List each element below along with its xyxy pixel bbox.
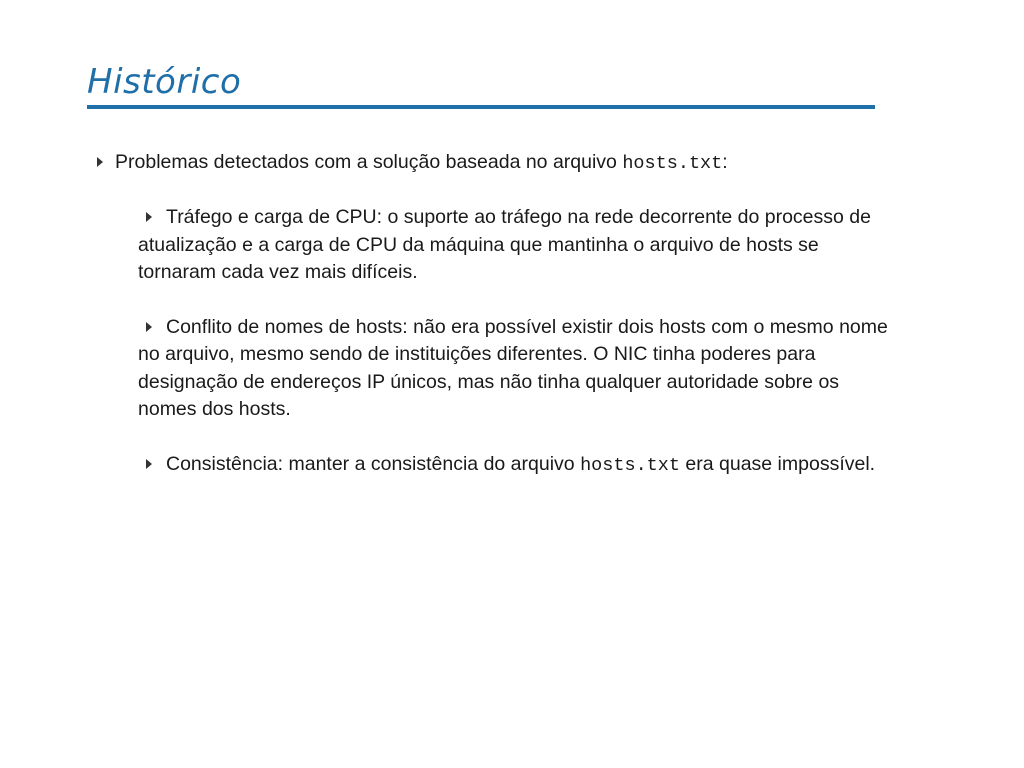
bullet-arrow-icon (97, 157, 103, 167)
bullet-arrow-icon (146, 459, 152, 469)
main-bullet-code: hosts.txt (622, 153, 723, 174)
slide-title: Histórico (87, 62, 242, 102)
sub-bullet-consistency (138, 451, 898, 480)
title-underline (87, 105, 875, 109)
sub-bullet-list (97, 204, 897, 479)
sub-bullet-conflict (138, 314, 898, 424)
sub-bullet-text: Tráfego e carga de CPU: o suporte ao tráfego na rede decorrente do processo de atualização e a carga de CPU da máquina que mantinha o arquivo de hosts se tornaram cada vez mais difíceis. (138, 206, 871, 283)
sub-bullet-text: Conflito de nomes de hosts: não era possível existir dois hosts com o mesmo nome no arquivo, mesmo sendo de instituições diferentes. O NIC tinha poderes para designação de endereços IP únicos, mas não tinha qualquer autoridade sobre os nomes dos hosts. (138, 315, 888, 420)
main-bullet-text: Problemas detectados com a solução baseada no arquivo (115, 151, 623, 173)
slide-content (97, 148, 897, 506)
bullet-arrow-icon (146, 212, 152, 222)
main-bullet-suffix: : (722, 151, 728, 173)
sub-bullet-text: Consistência: manter a consistência do arquivo (166, 452, 581, 475)
main-bullet (97, 148, 897, 178)
sub-bullet-suffix: era quase impossível. (679, 452, 876, 475)
sub-bullet-code: hosts.txt (580, 454, 680, 476)
bullet-arrow-icon (146, 322, 152, 332)
sub-bullet-traffic (138, 204, 898, 287)
